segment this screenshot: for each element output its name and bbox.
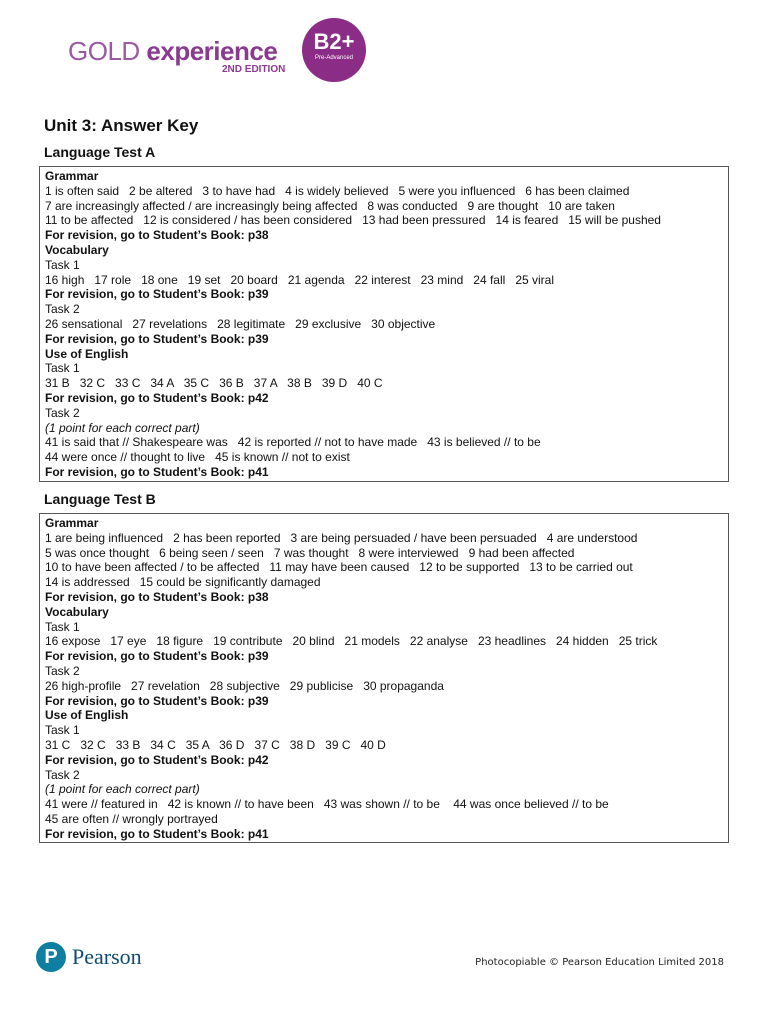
logo-edition: 2ND EDITION	[222, 64, 286, 75]
answer-line: 45 are often // wrongly portrayed	[45, 811, 218, 826]
gold-experience-logo	[44, 14, 384, 94]
level-badge-text: B2+	[313, 29, 355, 54]
answer-line: 26 sensational 27 revelations 28 legitimate 29 exclusive 30 objective	[45, 316, 436, 331]
answer-heading-line: For revision, go to Student’s Book: p38	[45, 589, 269, 604]
answer-heading-line: Grammar	[45, 169, 99, 183]
level-badge-sub: Pre-Advanced	[314, 55, 354, 61]
answer-heading-line: For revision, go to Student’s Book: p39	[45, 649, 269, 664]
test-a-title: Language Test A	[44, 144, 156, 160]
answer-line: Task 1	[45, 361, 80, 376]
answer-heading-line: For revision, go to Student’s Book: p38	[45, 228, 269, 243]
answer-line: Task 2	[45, 405, 80, 420]
answer-line: 31 C 32 C 33 B 34 C 35 A 36 D 37 C 38 D 39 C 40 D	[45, 737, 386, 752]
answer-heading-line: For revision, go to Student’s Book: p41	[45, 464, 269, 479]
copyright-footer: Photocopiable © Pearson Education Limited 2018	[475, 957, 724, 968]
answer-heading-line: For revision, go to Student’s Book: p39	[45, 287, 269, 302]
answer-line: 31 B 32 C 33 C 34 A 35 C 36 B 37 A 38 B 39 D 40 C	[45, 376, 383, 391]
answer-line: 16 expose 17 eye 18 figure 19 contribute 20 blind 21 models 22 analyse 23 headlines 24 hidden 25 trick	[45, 634, 658, 649]
unit-title: Unit 3: Answer Key	[44, 116, 199, 135]
answer-line: Task 1	[45, 257, 80, 272]
answer-line: Task 2	[45, 302, 80, 317]
answer-line: 16 high 17 role 18 one 19 set 20 board 21 agenda 22 interest 23 mind 24 fall 25 viral	[45, 272, 554, 287]
answer-line: Task 1	[45, 619, 80, 634]
test-a-answer-box	[39, 166, 729, 482]
answer-line: 7 are increasingly affected / are increasingly being affected 8 was conducted 9 are thought 10 are taken	[45, 198, 615, 213]
answer-line: 14 is addressed 15 could be significantly damaged	[45, 575, 321, 590]
answer-heading-line: For revision, go to Student’s Book: p39	[45, 331, 269, 346]
answer-line: 41 is said that // Shakespeare was 42 is reported // not to have made 43 is believed // to be	[45, 435, 541, 450]
answer-line: 26 high-profile 27 revelation 28 subjective 29 publicise 30 propaganda	[45, 678, 444, 693]
logo-wordmark	[68, 36, 277, 67]
answer-heading-line: For revision, go to Student’s Book: p39	[45, 693, 269, 708]
pearson-icon: P	[36, 942, 66, 972]
answer-heading-line: For revision, go to Student’s Book: p41	[45, 826, 269, 841]
pearson-name: Pearson	[72, 944, 142, 969]
answer-heading-line: Use of English	[45, 346, 129, 361]
logo-experience: experience	[146, 36, 278, 66]
answer-heading-line: Grammar	[45, 516, 99, 530]
answer-line: 41 were // featured in 42 is known // to have been 43 was shown // to be 44 was once believed // to be	[45, 797, 609, 812]
answer-heading-line: Use of English	[45, 708, 129, 723]
answer-heading-line: Vocabulary	[45, 242, 109, 257]
answer-heading-line: For revision, go to Student’s Book: p42	[45, 752, 269, 767]
answer-line: 1 is often said 2 be altered 3 to have had 4 is widely believed 5 were you influenced 6 has been claimed	[45, 183, 630, 198]
answer-line: 11 to be affected 12 is considered / has been considered 13 had been pressured 14 is feared 15 will be pushed	[45, 213, 661, 228]
answer-line: 10 to have been affected / to be affected 11 may have been caused 12 to be supported 13 to be carried out	[45, 560, 633, 575]
answer-line: Task 2	[45, 663, 80, 678]
test-b-title: Language Test B	[44, 491, 156, 507]
answer-line: 1 are being influenced 2 has been reported 3 are being persuaded / have been persuaded 4 are understood	[45, 530, 638, 545]
logo-gold: GOLD	[68, 36, 140, 66]
answer-heading-line: Vocabulary	[45, 604, 109, 619]
answer-line: Task 1	[45, 723, 80, 738]
pearson-logo	[36, 942, 166, 978]
test-b-answer-box	[39, 513, 729, 843]
answer-line: 44 were once // thought to live 45 is known // not to exist	[45, 450, 350, 465]
answer-line: (1 point for each correct part)	[45, 420, 200, 435]
answer-line: 5 was once thought 6 being seen / seen 7 was thought 8 were interviewed 9 had been affected	[45, 545, 575, 560]
answer-heading-line: For revision, go to Student’s Book: p42	[45, 390, 269, 405]
answer-line: Task 2	[45, 767, 80, 782]
level-badge	[302, 18, 366, 82]
answer-line: (1 point for each correct part)	[45, 782, 200, 797]
